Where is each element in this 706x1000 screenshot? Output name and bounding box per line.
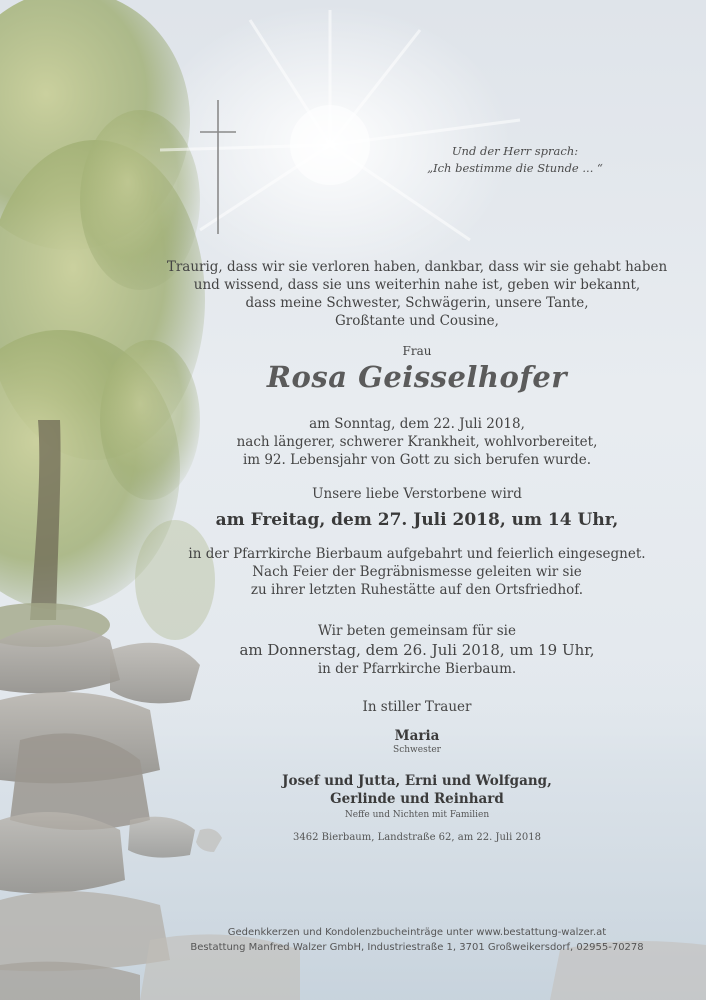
intro-text <box>150 258 684 330</box>
death-info-line: im 92. Lebensjahr von Gott zu sich berufen wurde. <box>242 452 592 468</box>
mourner-relation: Schwester <box>393 745 441 755</box>
footer-line: Gedenkkerzen und Kondolenzbucheinträge unter www.bestattung-walzer.at <box>227 927 607 938</box>
footer-line: Bestattung Manfred Walzer GmbH, Industriestraße 1, 3701 Großweikersdorf, 02955-70278 <box>190 942 644 953</box>
mourner-name: Josef und Jutta, Erni und Wolfgang, <box>282 773 552 789</box>
prayer-intro: Wir beten gemeinsam für sie <box>318 623 516 639</box>
funeral-details <box>150 545 684 599</box>
intro-line: Großtante und Cousine, <box>335 313 499 329</box>
title-prefix: Frau <box>402 344 432 358</box>
funeral-details-line: in der Pfarrkirche Bierbaum aufgebahrt und feierlich eingesegnet. <box>188 546 646 562</box>
footer <box>150 925 684 955</box>
death-info <box>150 415 684 469</box>
motto-line: Und der Herr sprach: <box>451 144 579 158</box>
mourner-name: Maria <box>394 728 440 744</box>
place-date: 3462 Bierbaum, Landstraße 62, am 22. Juli 2018 <box>293 832 541 843</box>
deceased-name: Rosa Geisselhofer <box>266 360 568 394</box>
mourner-names <box>150 772 684 808</box>
bible-motto <box>420 143 610 177</box>
mourning-label: In stiller Trauer <box>362 699 472 715</box>
prayer-date: am Donnerstag, dem 26. Juli 2018, um 19 Uhr, <box>239 641 595 659</box>
funeral-intro: Unsere liebe Verstorbene wird <box>312 486 522 502</box>
intro-line: dass meine Schwester, Schwägerin, unsere Tante, <box>245 295 589 311</box>
intro-line: und wissend, dass sie uns weiterhin nahe ist, geben wir bekannt, <box>193 277 641 293</box>
cross-icon <box>198 100 238 236</box>
death-info-line: nach längerer, schwerer Krankheit, wohlvorbereitet, <box>236 434 598 450</box>
intro-line: Traurig, dass wir sie verloren haben, dankbar, dass wir sie gehabt haben <box>166 259 668 275</box>
prayer-place: in der Pfarrkirche Bierbaum. <box>317 661 517 677</box>
motto-line: „Ich bestimme die Stunde ... “ <box>427 161 603 175</box>
funeral-details-line: Nach Feier der Begräbnismesse geleiten wir sie <box>252 564 582 580</box>
mourner-name: Gerlinde und Reinhard <box>330 791 504 807</box>
death-info-line: am Sonntag, dem 22. Juli 2018, <box>309 416 525 432</box>
funeral-date: am Freitag, dem 27. Juli 2018, um 14 Uhr, <box>215 510 619 530</box>
mourner-relation: Neffe und Nichten mit Familien <box>344 810 490 820</box>
funeral-details-line: zu ihrer letzten Ruhestätte auf den Ortsfriedhof. <box>250 582 584 598</box>
